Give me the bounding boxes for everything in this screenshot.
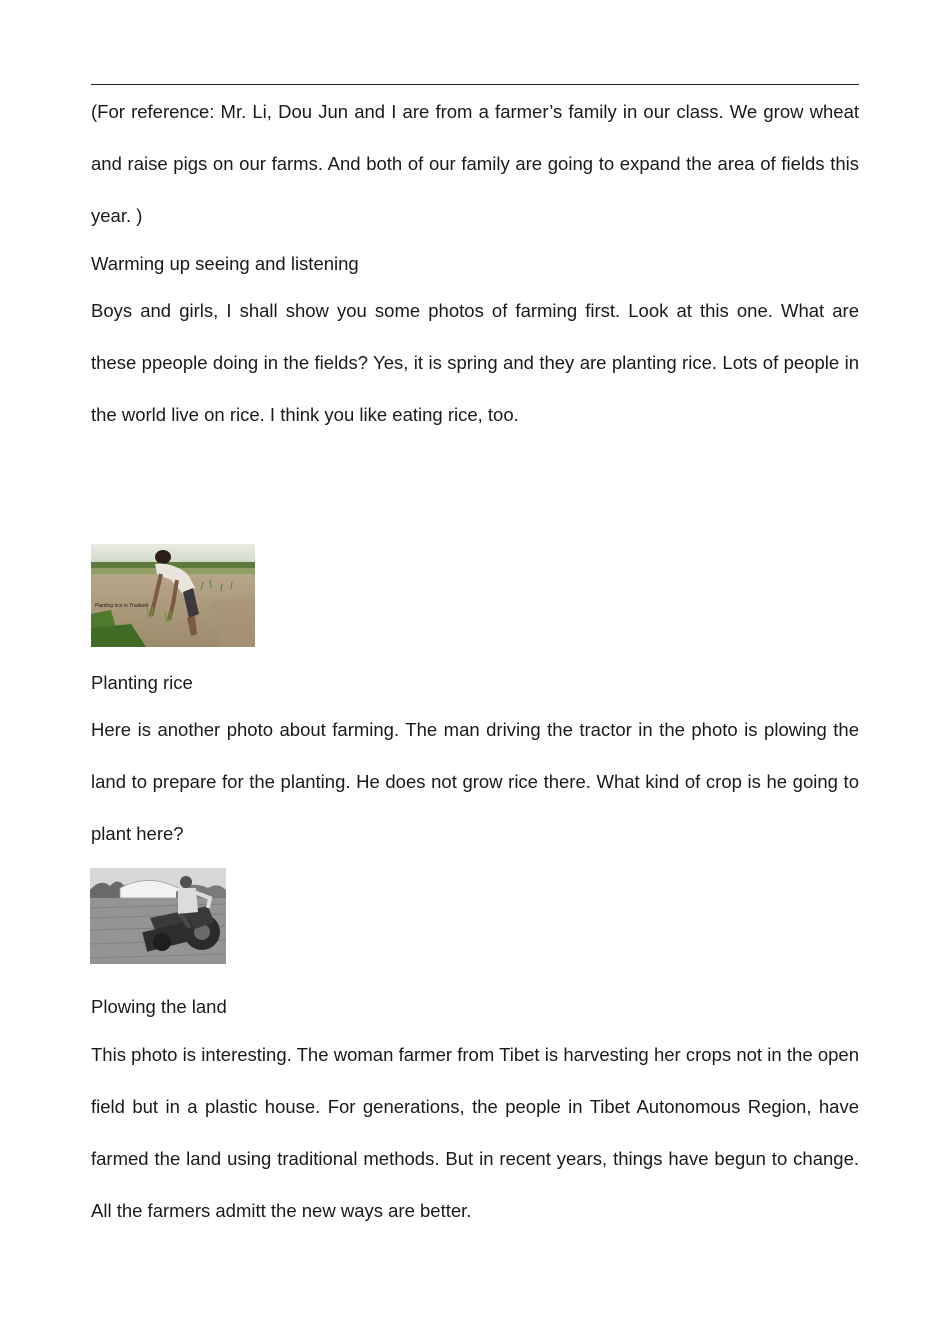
planting-rice-caption: Planting rice <box>91 672 193 693</box>
plowing-land-image <box>90 868 226 964</box>
reference-note: (For reference: Mr. Li, Dou Jun and I are from a farmer’s family in our class. We grow wheat and raise pigs on our farms. And both of our family are going to expand the area of fields this year. ) <box>91 101 859 226</box>
photo-overlay-caption: Planting rice in Thailand <box>95 603 149 609</box>
warming-heading: Warming up seeing and listening <box>91 253 359 274</box>
planting-rice-image <box>91 544 255 647</box>
plowing-paragraph: Here is another photo about farming. The man driving the tractor in the photo is plowing the land to prepare for the planting. He does not grow rice there. What kind of crop is he going to plant here? <box>91 719 859 844</box>
tibet-paragraph: This photo is interesting. The woman farmer from Tibet is harvesting her crops not in the open field but in a plastic house. For generations, the people in Tibet Autonomous Region, have farmed the land using traditional methods. But in recent years, things have begun to change. All the farmers admitt the new ways are better. <box>91 1044 859 1221</box>
plowing-land-caption: Plowing the land <box>91 996 227 1017</box>
planting-rice-photo <box>91 544 255 647</box>
top-rule <box>91 84 859 85</box>
intro-paragraph: Boys and girls, I shall show you some photos of farming first. Look at this one. What are these ppeople doing in the fields? Yes, it is spring and they are planting rice. Lots of people in the world live on rice. I think you like eating rice, too. <box>91 300 859 425</box>
plowing-land-photo <box>90 868 226 964</box>
